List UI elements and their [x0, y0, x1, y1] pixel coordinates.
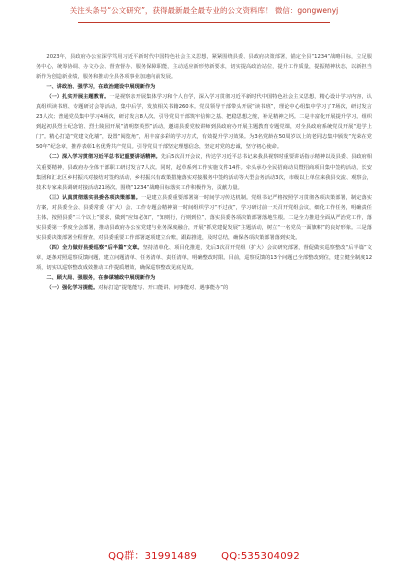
- section-heading-2: 二、顾大局、强服务，在参谋辅政中展现新作为: [46, 275, 156, 282]
- subsection-2-body: 先后5次召开会议，传达学习近平总书记来我县视察时重要讲话指示精神以及县委、县政府相关重要精神，县政府办全体干部职工研讨发言7人次。同时，起草系列工作实施文件14件。牵头承办全民招商动员暨招商项目集中签约活动，长安集团和汇北区乡村振兴对接结对签约活动，乡村振兴有政策措施落实对接服务中签约活动等大型会务活动3次，市级以上单位来我县交流、观察会，技术专家来县调研对接活动21场次。围绕“1234”战略目标落实工作积极作为，贡献力量。: [36, 154, 372, 191]
- subsection-1-body: 一是视察亲开展集体学习和个人自学，深入学习贯彻习近平新时代中国特色社会主义思想，精心设计学习内容，认真组织读书班、专题研讨会等活动，集中后学，发放相关书籍260本。党员领导干部带头开展“读书班”，理论中心组集中学习了7场次，研讨发言23人次；普通党员集中学习4场次，研讨发言8人次。引导党员干部筑牢信仰之基、把稳思想之舵，补足精神之钙。二是丰富化开展提升学习。组织到起初县烈士纪念馆、烈士陵园开展“清明祭英烈”活动，邀请县委党校讲师到县政府办开展主题教育专题党课，对全县政府系统党员开展“进学上门”。精心打造“党建文化墙”，设置“阅览角”，用丰富多彩的学习方式，有效提升学习效果。为3名党龄在50周岁以上的老同志集中颁发“光荣在党50年”纪念章，推荐表彰1名优秀共产党员。引导党员干部坚定理想信念，坚定对党的忠诚，坚守初心使命。: [36, 94, 372, 151]
- subsection-1-title: （一）扎实开展主题教育。: [46, 94, 110, 101]
- subsection-4: [36, 243, 372, 273]
- subsection-4-body: 坚持清单化、项目化推进，先后3次召开党组（扩大）会议研究部署，督促做实巡察整改“后半篇”文章，逐条对照巡察反馈问题，建立问题清单、任务清单、责任清单，明确整改时限。目前，巡察反馈的13个问题已全部整改到位，建立健全制度12项，切实以巡察整改成效推动工作提质增效，确保巡察整改见底见效。: [36, 244, 372, 271]
- subsection-5-title: （一）强化学习提能。: [46, 285, 99, 292]
- subsection-3-body: 一是建立县委重要部署第一时间学习传达机制。党组书记严格按照学习贯彻各项决策部署，制定落实方案，对县委全会、县委常委（扩大）会、工作专题会精神第一时间组织学习“不过夜”，学习研讨前一天召开党组会议，细化工作任务，明确责任主体，按照县委“三个以上”要求，做到“应知必知”，“知则行，行则到位”，落实县委各项决策部署落地生根。二是全力推进全面从严治党工作，落实县委第一季度全会部署，推动县政府办公室党建与业务深度融合，开展“抓党建促发展”主题活动，树立“一名党员一面旗帜”的良好形象。三是落实县委决策部署全程督查，对县委重要工作部署逐项建立台账，跟踪推进，及时总结，确保各项决策部署落到实处。: [36, 194, 372, 241]
- intro-paragraph: 2023年，县政府办公室深学笃用习近平新时代中国特色社会主义思想，紧紧围绕县委、县政府决策部署，锚定全县“1234”战略目标，立足服务中心，统筹协调、办文办会、督查督办、服务保障职能，主动适应新形势新要求，切实提高政治站位，提升工作质量，提振精神状态，以新担当新作为创造新业绩，服务和推动全县各项事业加速向前发展。: [36, 54, 372, 81]
- header-banner-text: 关注头条号“公文研究”，获得最新最全最专业的公文资料库！ 微信：gongwenyj: [69, 6, 339, 15]
- page-header: [0, 0, 408, 26]
- subsection-2: [36, 152, 372, 192]
- header-divider: [78, 22, 330, 23]
- subsection-1: [36, 92, 372, 152]
- document-body: [36, 52, 372, 293]
- subsection-2-title: （二）深入学习贯彻习近平总书记重要讲话精神。: [46, 154, 161, 161]
- subsection-5: [36, 283, 372, 293]
- subsection-3-title: （三）认真贯彻落实县委各项决策部署。: [46, 194, 141, 201]
- page-footer: [0, 551, 408, 563]
- subsection-5-body: 对标打造“提笔能写、开口能讲、问事能对、遇事能办”的: [98, 285, 229, 292]
- subsection-3: [36, 193, 372, 243]
- section-heading-1: 一、讲政治、强学习，在政治建设中展现新作为: [46, 84, 156, 91]
- subsection-4-title: （四）全力做好县委巡察“后半篇”文章。: [46, 244, 143, 251]
- footer-qq: QQ:535304092: [221, 551, 300, 562]
- footer-qq-group: QQ群：31991489: [108, 551, 198, 562]
